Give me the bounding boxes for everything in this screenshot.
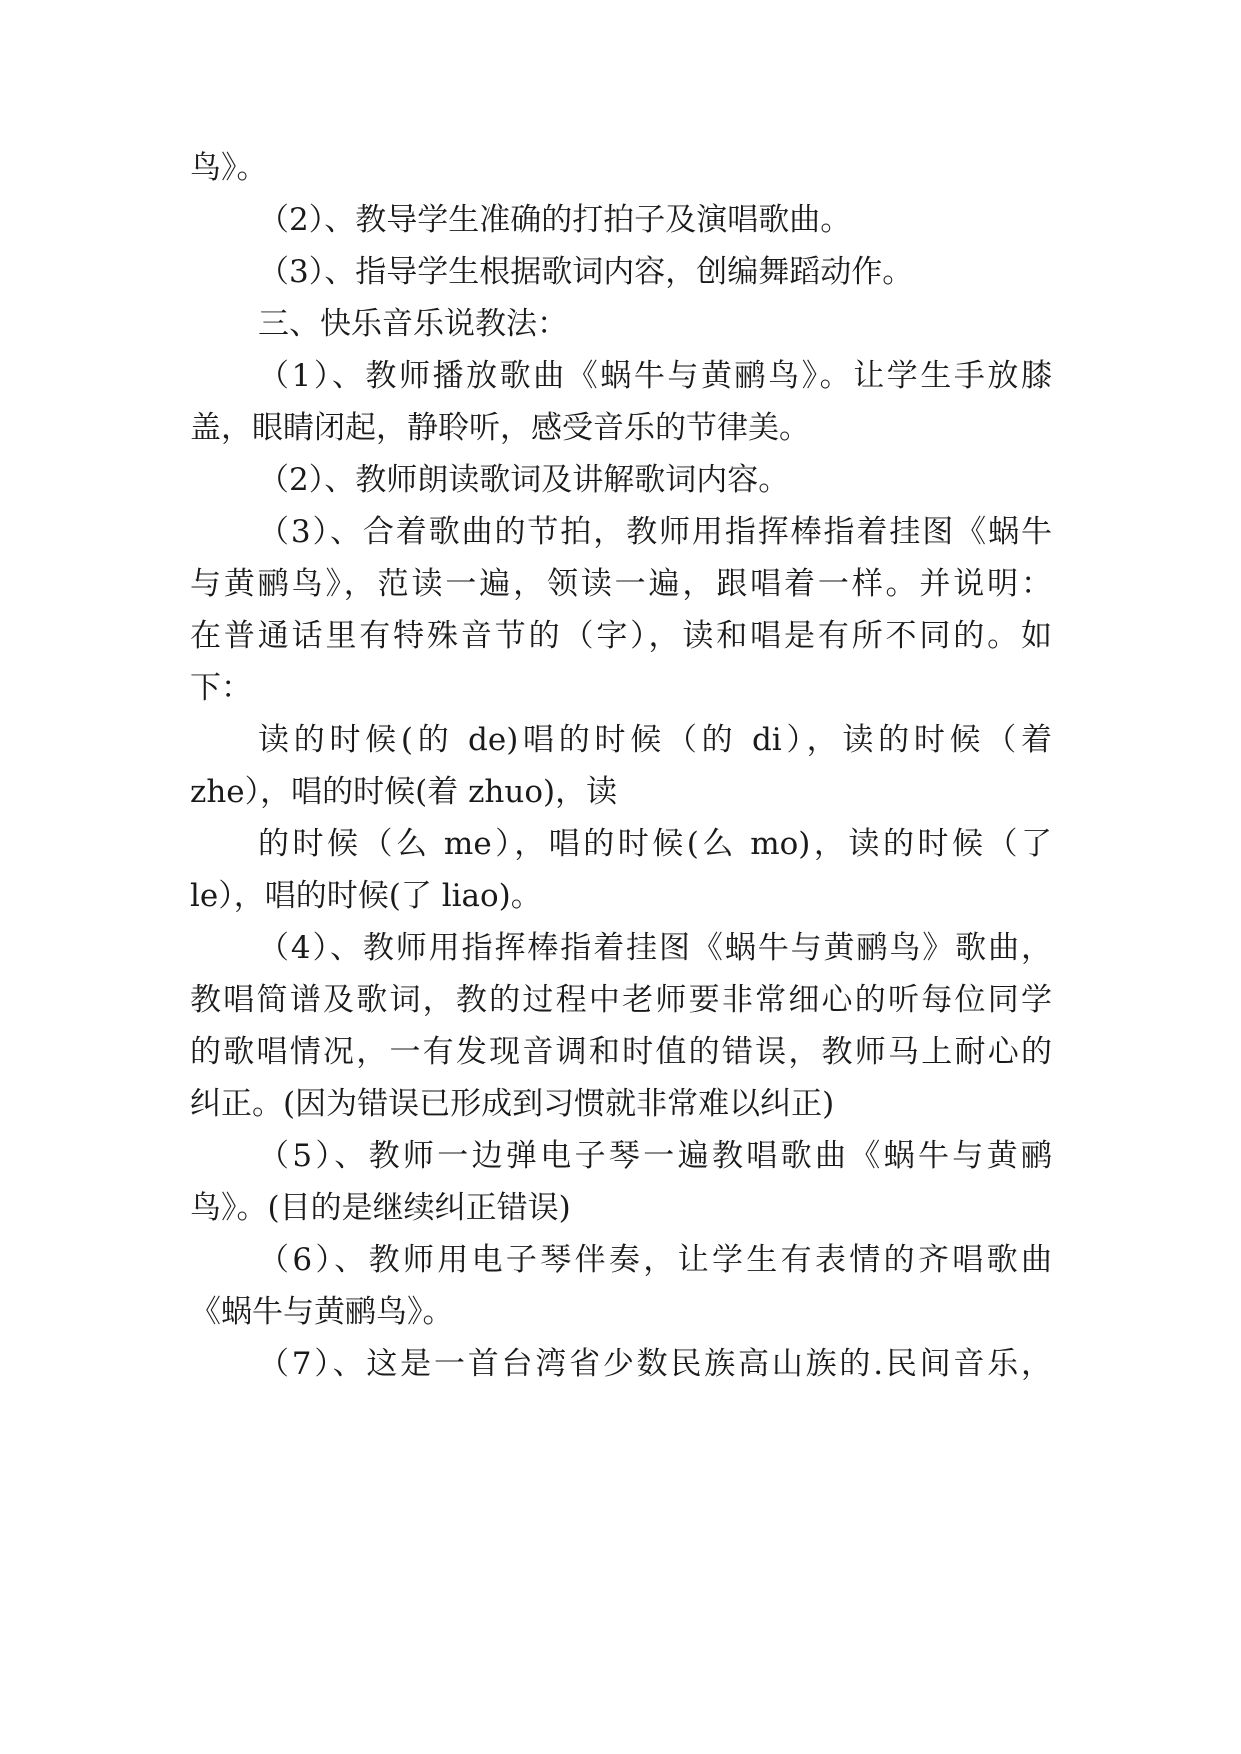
text-line: 下： bbox=[190, 670, 252, 706]
text-line: （7）、这是一首台湾省少数民族高山族的.民间音乐， bbox=[258, 1346, 1052, 1382]
text-line: 鸟》。 bbox=[190, 150, 268, 186]
text-line: （2）、教师朗读歌词及讲解歌词内容。 bbox=[258, 462, 790, 498]
text-line: 的时候（么 me），唱的时候(么 mo)，读的时候（了 bbox=[258, 826, 1052, 862]
text-line: 与黄鹂鸟》，范读一遍，领读一遍，跟唱着一样。并说明： bbox=[190, 566, 1052, 602]
text-line: 纠正。(因为错误已形成到习惯就非常难以纠正) bbox=[190, 1086, 835, 1122]
section-heading: 三、快乐音乐说教法： bbox=[258, 306, 568, 342]
text-line: （2）、教导学生准确的打拍子及演唱歌曲。 bbox=[258, 202, 852, 238]
text-line: 盖，眼睛闭起，静聆听，感受音乐的节律美。 bbox=[190, 410, 810, 446]
text-line: （6）、教师用电子琴伴奏，让学生有表情的齐唱歌曲 bbox=[258, 1242, 1052, 1278]
text-line: 《蜗牛与黄鹂鸟》。 bbox=[190, 1294, 454, 1330]
text-line: 的歌唱情况，一有发现音调和时值的错误，教师马上耐心的 bbox=[190, 1034, 1052, 1070]
text-line: 在普通话里有特殊音节的（字），读和唱是有所不同的。如 bbox=[190, 618, 1052, 654]
text-line: 读的时候(的 de)唱的时候（的 di），读的时候（着 bbox=[258, 722, 1052, 758]
text-line: （5）、教师一边弹电子琴一遍教唱歌曲《蜗牛与黄鹂 bbox=[258, 1138, 1052, 1174]
text-line: 教唱简谱及歌词，教的过程中老师要非常细心的听每位同学 bbox=[190, 982, 1052, 1018]
text-line: （4）、教师用指挥棒指着挂图《蜗牛与黄鹂鸟》歌曲， bbox=[258, 930, 1052, 966]
text-line: （3）、指导学生根据歌词内容，创编舞蹈动作。 bbox=[258, 254, 914, 290]
text-line: （1）、教师播放歌曲《蜗牛与黄鹂鸟》。让学生手放膝 bbox=[258, 358, 1052, 394]
text-line: （3）、合着歌曲的节拍，教师用指挥棒指着挂图《蜗牛 bbox=[258, 514, 1052, 550]
text-line: zhe），唱的时候(着 zhuo)，读 bbox=[190, 774, 618, 810]
text-line: le），唱的时候(了 liao)。 bbox=[190, 878, 542, 914]
text-line: 鸟》。(目的是继续纠正错误) bbox=[190, 1190, 571, 1226]
